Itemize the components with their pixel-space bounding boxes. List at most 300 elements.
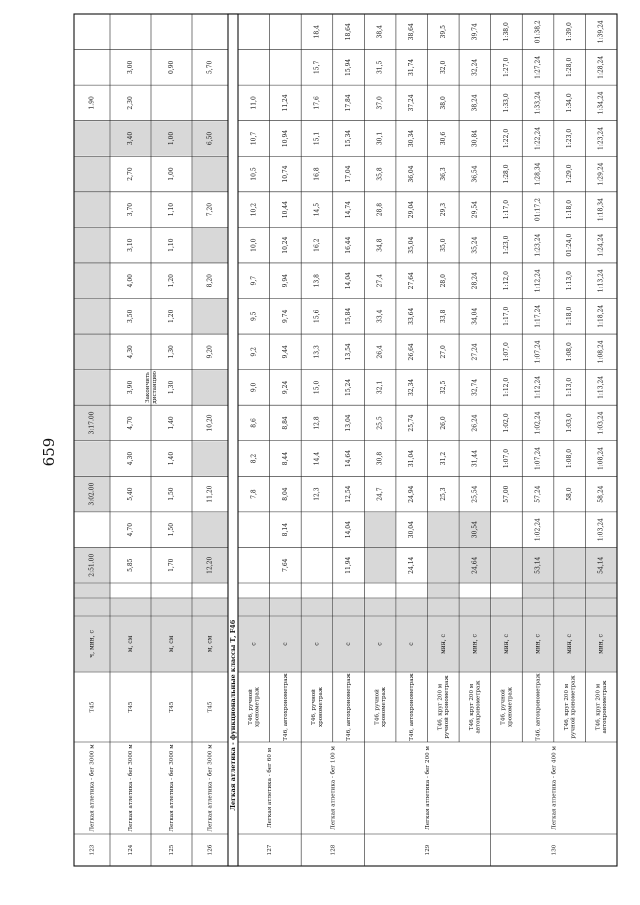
result-value: 18,4 xyxy=(313,25,321,39)
result-value: 27,4 xyxy=(376,274,384,288)
class-name: автохронометраж xyxy=(475,680,482,734)
shaded-cell xyxy=(111,599,151,616)
result-value: 31,44 xyxy=(471,449,479,468)
row-number: 128 xyxy=(330,844,337,856)
result-value: 58,24 xyxy=(597,485,605,503)
result-value: 57,00 xyxy=(502,485,510,503)
result-value: 1,10 xyxy=(168,238,175,252)
event-name: Легкая атлетика - бег 100 м xyxy=(330,746,337,830)
shaded-cell xyxy=(523,599,554,616)
result-value: 25,74 xyxy=(408,414,416,432)
result-value: 37,0 xyxy=(376,96,384,110)
result-value: 11,20 xyxy=(206,485,214,503)
result-value: 14,64 xyxy=(345,449,353,468)
result-value: 7,64 xyxy=(281,558,289,572)
result-value: 12,20 xyxy=(206,556,214,574)
result-value: 34,8 xyxy=(376,238,384,252)
result-value: 1:12,0 xyxy=(502,377,510,398)
result-value: 1:28,0 xyxy=(566,57,574,77)
result-value: 1:13,0 xyxy=(566,377,574,398)
result-value: 2:51.00 xyxy=(88,553,96,577)
result-value: 32,0 xyxy=(439,60,447,75)
result-value: 1:29,0 xyxy=(566,164,574,184)
result-value: 1,50 xyxy=(168,522,175,537)
shaded-cell xyxy=(75,335,110,370)
result-value: 12,8 xyxy=(313,416,321,430)
shaded-cell xyxy=(239,599,270,616)
result-value: 9,7 xyxy=(250,275,258,286)
result-value: 3,50 xyxy=(127,309,134,323)
result-value: 10,20 xyxy=(206,414,214,432)
shaded-cell xyxy=(460,599,491,616)
result-value: 1:17,0 xyxy=(502,199,510,220)
result-value: 36,54 xyxy=(471,165,479,183)
class-name: хронометраж xyxy=(317,686,324,728)
unit-label: мин, с xyxy=(439,634,447,654)
shaded-cell xyxy=(554,548,585,583)
result-value: 38,24 xyxy=(471,94,479,112)
shaded-cell xyxy=(75,599,110,616)
event-name: Легкая атлетика - бег 400 м xyxy=(551,746,558,830)
shaded-cell xyxy=(365,548,396,583)
result-value: 30,84 xyxy=(471,129,479,148)
event-name: Легкая атлетика - бег 3000 м xyxy=(89,744,96,832)
result-value: 1,10 xyxy=(168,202,175,217)
shaded-cell xyxy=(302,599,333,616)
result-value: 1:28,24 xyxy=(597,55,605,79)
class-name: Т46, ручной xyxy=(374,689,381,725)
class-name: хронометраж xyxy=(507,686,514,728)
unit-label: м, см xyxy=(206,635,214,653)
result-value: 1,70 xyxy=(168,558,175,572)
result-value: 17,84 xyxy=(345,94,353,112)
result-value: 4,70 xyxy=(127,522,134,537)
result-value: 14,04 xyxy=(345,272,353,290)
unit-label: мин, с xyxy=(534,634,542,654)
result-value: 3,10 xyxy=(127,238,134,252)
result-value: 15,34 xyxy=(345,129,353,148)
class-name: Т45 xyxy=(207,701,214,713)
unit-label: с xyxy=(345,642,353,646)
result-value: 1,30 xyxy=(168,345,175,359)
result-value: 27,24 xyxy=(471,343,479,361)
event-name: Легкая атлетика - бег 200 м xyxy=(425,746,431,830)
unit-label: с xyxy=(250,642,258,646)
result-value: 28,8 xyxy=(376,202,384,217)
result-value: 9,0 xyxy=(250,382,258,393)
unit-label: м, см xyxy=(168,635,175,653)
result-value: 1:03,0 xyxy=(566,413,574,433)
result-value: 32,1 xyxy=(376,380,384,395)
result-value: 39,5 xyxy=(439,25,447,39)
results-table xyxy=(74,14,617,866)
result-value: 7,8 xyxy=(250,489,258,499)
shaded-cell xyxy=(428,512,459,547)
result-value: 1,20 xyxy=(168,309,175,323)
result-value: 1.90 xyxy=(88,96,96,110)
result-value: 9,24 xyxy=(281,380,289,395)
result-value: 1:23,0 xyxy=(566,128,574,149)
shaded-cell xyxy=(365,512,396,547)
shaded-cell xyxy=(333,599,364,616)
shaded-cell xyxy=(193,370,228,405)
shaded-cell xyxy=(193,299,228,334)
result-value: 57,24 xyxy=(534,485,542,503)
result-value: 4,70 xyxy=(127,416,134,430)
result-value: 15,6 xyxy=(313,309,321,323)
class-name: Т46, ручной xyxy=(311,689,318,725)
result-value: 10,0 xyxy=(250,238,258,252)
result-value: 24,14 xyxy=(408,556,416,574)
result-value: 1:13,0 xyxy=(566,271,574,291)
unit-label: с xyxy=(281,642,289,646)
class-name: Т46, автохронометраж xyxy=(535,673,542,741)
result-value: 1,20 xyxy=(168,274,175,288)
result-value: 38,64 xyxy=(408,23,416,41)
shaded-cell xyxy=(193,157,228,192)
shaded-cell xyxy=(75,441,110,476)
class-name: Т45 xyxy=(89,701,96,713)
result-value: 01:24,0 xyxy=(566,233,574,257)
result-value: 1:23,0 xyxy=(502,235,510,255)
result-value: 1:33,24 xyxy=(534,91,542,115)
result-value: 54,14 xyxy=(597,556,605,574)
result-value: 1:18,0 xyxy=(566,199,574,220)
result-value: 1,40 xyxy=(168,416,175,430)
class-name: Т46, круг 200 м xyxy=(563,683,570,731)
result-value: 1,30 xyxy=(168,380,175,395)
result-value: 1:03,24 xyxy=(597,411,605,435)
result-value: 8,04 xyxy=(281,487,289,501)
row-number: 126 xyxy=(207,844,214,856)
result-value: 10,24 xyxy=(281,236,289,254)
result-value: 1:23,24 xyxy=(597,126,605,150)
result-value: 1:17,0 xyxy=(502,306,510,326)
result-value: 10,2 xyxy=(250,202,258,217)
result-value: 1:08,24 xyxy=(597,340,605,364)
result-value: 33,4 xyxy=(376,309,384,323)
result-value: 3:17.00 xyxy=(88,411,96,435)
result-value: 25,3 xyxy=(439,487,447,501)
result-value: 4,30 xyxy=(127,451,134,466)
shaded-cell xyxy=(75,157,110,192)
shaded-cell xyxy=(523,584,554,598)
class-name: Т46, автохронометраж xyxy=(346,673,353,741)
result-value: 38,0 xyxy=(439,96,447,110)
result-value: 10,44 xyxy=(281,201,289,219)
class-name: Т46, круг 200 м xyxy=(595,683,602,731)
result-value: 17,04 xyxy=(345,165,353,183)
shaded-cell xyxy=(554,584,585,598)
class-name: ручной хронометраж xyxy=(444,675,451,739)
result-value: 15,84 xyxy=(345,307,353,325)
unit-label: мин, с xyxy=(502,634,510,654)
result-value: 28,0 xyxy=(439,274,447,288)
result-value: 8,84 xyxy=(281,416,289,430)
event-name: Легкая атлетика - бег 3000 м xyxy=(128,744,134,832)
group-header: Закончить xyxy=(145,371,152,403)
result-value: 33,8 xyxy=(439,309,447,323)
result-value: 31,2 xyxy=(439,451,447,466)
result-value: 30,04 xyxy=(408,521,416,539)
result-value: 31,04 xyxy=(408,449,416,468)
result-value: 1:07,0 xyxy=(502,342,510,362)
result-value: 10,5 xyxy=(250,167,258,181)
class-name: Т46, автохронометраж xyxy=(409,673,416,741)
result-value: 1:17,24 xyxy=(534,304,542,328)
result-value: 1:07,24 xyxy=(534,340,542,364)
unit-label: с xyxy=(313,642,321,646)
result-value: 1:24,24 xyxy=(597,233,605,257)
result-value: 38,4 xyxy=(376,25,384,39)
result-value: 31,5 xyxy=(376,60,384,75)
result-value: 01:38,2 xyxy=(534,20,542,44)
result-value: 36,04 xyxy=(408,165,416,183)
result-value: 9,5 xyxy=(250,311,258,322)
result-value: 26,24 xyxy=(471,414,479,432)
shaded-cell xyxy=(491,548,522,583)
shaded-cell xyxy=(428,599,459,616)
result-value: 24,64 xyxy=(471,556,479,574)
result-value: 1:39,0 xyxy=(566,22,574,42)
result-value: 1:03,24 xyxy=(597,518,605,542)
result-value: 35,04 xyxy=(408,236,416,254)
page-number: 659 xyxy=(40,437,58,467)
result-value: 1:27,0 xyxy=(502,57,510,77)
result-value: 37,24 xyxy=(408,94,416,112)
shaded-cell xyxy=(75,299,110,334)
shaded-cell xyxy=(193,441,228,476)
result-value: 1:13,24 xyxy=(597,269,605,293)
result-value: 1:23,24 xyxy=(534,233,542,257)
result-value: 3:02.00 xyxy=(88,482,96,506)
result-value: 6,50 xyxy=(206,131,214,146)
result-value: 58,0 xyxy=(566,487,574,501)
result-value: 15,7 xyxy=(313,60,321,75)
result-value: 28,24 xyxy=(471,272,479,290)
class-name: Т46, ручной xyxy=(500,689,507,725)
unit-label: мин, с xyxy=(471,634,479,654)
result-value: 9,2 xyxy=(250,347,258,357)
class-name: хронометраж xyxy=(254,686,261,728)
row-number: 124 xyxy=(128,844,134,856)
class-name: ручной хронометраж xyxy=(570,675,577,739)
result-value: 30,6 xyxy=(439,131,447,146)
class-name: автохронометраж xyxy=(602,680,609,734)
unit-label: с xyxy=(376,642,384,646)
result-value: 32,24 xyxy=(471,58,479,76)
result-value: 1:28,0 xyxy=(502,164,510,184)
result-value: 12,3 xyxy=(313,487,321,501)
result-value: 1:22,24 xyxy=(534,126,542,150)
result-value: 4,00 xyxy=(127,274,134,288)
class-name: Т46, круг 200 м xyxy=(469,683,476,731)
event-name: Легкая атлетика - бег 3000 м xyxy=(169,744,175,832)
shaded-cell xyxy=(491,599,522,616)
shaded-cell xyxy=(75,370,110,405)
result-value: 14,5 xyxy=(313,202,321,217)
result-value: 10,7 xyxy=(250,131,258,146)
event-name: Легкая атлетика - бег 3000 м xyxy=(207,744,214,832)
unit-label: с xyxy=(408,642,416,646)
shaded-cell xyxy=(75,192,110,227)
result-value: 8,44 xyxy=(281,451,289,466)
result-value: 1:13,24 xyxy=(597,375,605,399)
result-value: 53,14 xyxy=(534,556,542,574)
shaded-cell xyxy=(365,599,396,616)
shaded-cell xyxy=(428,548,459,583)
unit-label: м, см xyxy=(127,635,134,653)
result-value: 5,70 xyxy=(206,60,214,75)
result-value: 1:08,0 xyxy=(566,448,574,469)
result-value: 1:02,24 xyxy=(534,411,542,435)
class-name: Т46, круг 200 м xyxy=(437,683,444,731)
result-value: 13,8 xyxy=(313,274,321,288)
result-value: 13,04 xyxy=(345,414,353,432)
result-value: 1:18,24 xyxy=(597,304,605,328)
result-value: 30,1 xyxy=(376,131,384,146)
result-value: 16,44 xyxy=(345,236,353,254)
result-value: 32,74 xyxy=(471,378,479,396)
result-value: 1,00 xyxy=(168,131,175,146)
shaded-cell xyxy=(193,599,228,616)
result-value: 3,00 xyxy=(127,60,134,75)
result-value: 32,5 xyxy=(439,380,447,395)
result-value: 5,85 xyxy=(127,558,134,572)
result-value: 15,24 xyxy=(345,378,353,396)
result-value: 3,70 xyxy=(127,202,134,217)
result-value: 35,0 xyxy=(439,238,447,252)
class-name: Т46, ручной xyxy=(247,689,254,725)
result-value: 8,2 xyxy=(250,453,258,464)
result-value: 4,30 xyxy=(127,345,134,359)
result-value: 3,90 xyxy=(127,380,134,395)
result-value: 1:34,24 xyxy=(597,91,605,115)
result-value: 1:02,24 xyxy=(534,518,542,542)
result-value: 1:34,0 xyxy=(566,93,574,113)
result-value: 15,94 xyxy=(345,58,353,76)
result-value: 1:22,0 xyxy=(502,128,510,149)
result-value: 1:38,0 xyxy=(502,22,510,42)
result-value: 30,54 xyxy=(471,521,479,539)
result-value: 29,54 xyxy=(471,201,479,219)
shaded-cell xyxy=(75,584,110,598)
result-value: 30,8 xyxy=(376,451,384,466)
result-value: 34,04 xyxy=(471,307,479,325)
result-value: 1:12,24 xyxy=(534,375,542,399)
row-number: 127 xyxy=(267,844,274,856)
group-header: дистанцию xyxy=(151,371,158,404)
shaded-cell xyxy=(75,228,110,263)
result-value: 26,0 xyxy=(439,416,447,430)
result-value: 32,34 xyxy=(408,378,416,396)
result-value: 8,6 xyxy=(250,418,258,428)
result-value: 1:02,0 xyxy=(502,413,510,433)
result-value: 33,64 xyxy=(408,307,416,325)
result-value: 24,94 xyxy=(408,485,416,503)
result-value: 5,40 xyxy=(127,487,134,501)
row-number: 129 xyxy=(425,844,431,856)
result-value: 14,74 xyxy=(345,201,353,219)
result-value: 35,24 xyxy=(471,236,479,254)
result-value: 0,90 xyxy=(168,60,175,75)
section-title: Легкая атлетика - функциональные классы Т, F46 xyxy=(229,619,237,811)
shaded-cell xyxy=(75,121,110,156)
shaded-cell xyxy=(193,228,228,263)
result-value: 12,54 xyxy=(345,485,353,503)
result-value: 15,0 xyxy=(313,380,321,395)
result-value: 27,0 xyxy=(439,345,447,359)
result-value: 27,64 xyxy=(408,272,416,290)
class-name: Т46, автохронометраж xyxy=(282,673,289,741)
result-value: 15,1 xyxy=(313,131,321,146)
result-value: 1:07,24 xyxy=(534,447,542,471)
result-value: 2,30 xyxy=(127,96,134,110)
result-value: 11,24 xyxy=(281,94,289,112)
result-value: 13,3 xyxy=(313,345,321,359)
result-value: 9,20 xyxy=(206,345,214,359)
result-value: 1:29,24 xyxy=(597,162,605,186)
result-value: 1,40 xyxy=(168,451,175,466)
result-value: 17,6 xyxy=(313,96,321,110)
result-value: 31,74 xyxy=(408,58,416,76)
row-number: 125 xyxy=(169,844,175,856)
class-name: хронометраж xyxy=(380,686,387,728)
result-value: 16,8 xyxy=(313,167,321,181)
result-value: 9,74 xyxy=(281,309,289,323)
result-value: 1:27,24 xyxy=(534,55,542,79)
result-value: 1:28,34 xyxy=(534,162,542,186)
row-number: 130 xyxy=(551,844,558,856)
result-value: 11,0 xyxy=(250,96,258,110)
row-number: 123 xyxy=(89,844,96,856)
shaded-cell xyxy=(152,599,192,616)
shaded-cell xyxy=(428,584,459,598)
shaded-cell xyxy=(554,599,585,616)
result-value: 1:18,0 xyxy=(566,306,574,326)
result-value: 1:12,24 xyxy=(534,269,542,293)
unit-label: мин, с xyxy=(597,634,605,654)
result-value: 1:08,0 xyxy=(566,342,574,362)
result-value: 14,04 xyxy=(345,521,353,539)
result-value: 26,4 xyxy=(376,345,384,359)
result-value: 13,54 xyxy=(345,343,353,361)
shaded-cell xyxy=(193,512,228,547)
result-value: 14,4 xyxy=(313,451,321,466)
result-value: 1:12,0 xyxy=(502,271,510,291)
result-value: 9,94 xyxy=(281,274,289,288)
result-value: 1:39,24 xyxy=(597,20,605,44)
result-value: 25,5 xyxy=(376,416,384,430)
result-value: 25,54 xyxy=(471,485,479,503)
result-value: 36,3 xyxy=(439,167,447,181)
result-value: 1:08,24 xyxy=(597,447,605,471)
result-value: 18,64 xyxy=(345,23,353,41)
result-value: 16,2 xyxy=(313,238,321,252)
result-value: 35,8 xyxy=(376,167,384,181)
result-value: 24,7 xyxy=(376,487,384,501)
shaded-cell xyxy=(396,599,427,616)
unit-label: ч, мин, с xyxy=(88,630,96,658)
event-name: Легкая атлетика - бег 60 м xyxy=(267,747,274,829)
result-value: 7,20 xyxy=(206,202,214,217)
result-value: 39,74 xyxy=(471,23,479,41)
result-value: 3,40 xyxy=(127,131,134,146)
result-value: 30,34 xyxy=(408,129,416,148)
class-name: Т45 xyxy=(128,701,134,713)
class-name: Т45 xyxy=(169,701,175,713)
result-value: 1,50 xyxy=(168,487,175,501)
